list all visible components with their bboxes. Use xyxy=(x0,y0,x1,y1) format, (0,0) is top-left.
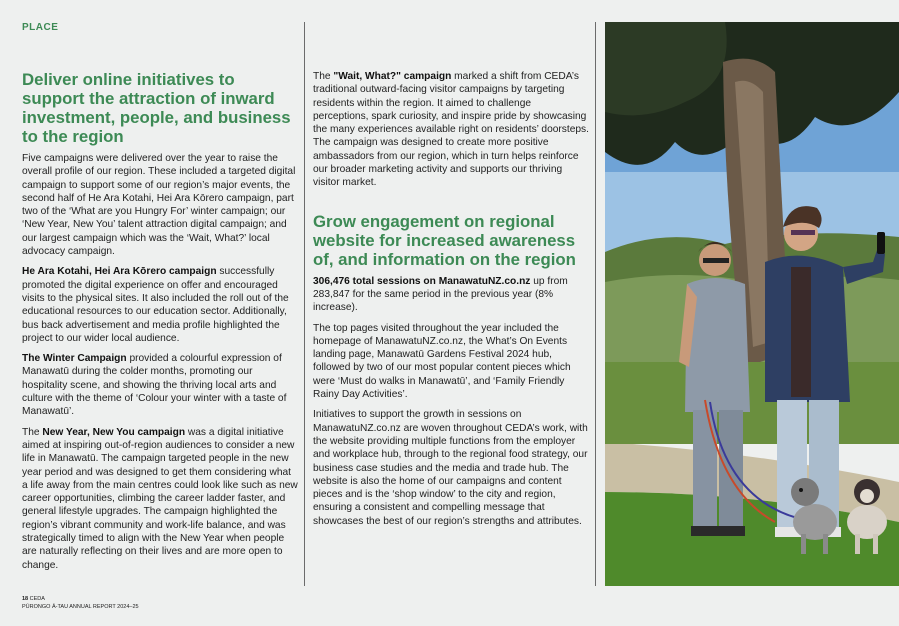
text-new-year-pre: The xyxy=(22,426,43,438)
text-new-year-new-you: was a digital initiative aimed at inspiring out-of-region audiences to consider a new life in Manawatū. The campaign targeted people in the new year period and was designed to get them considering what a life away from the main centres could look like such as new career opportunities, climbing the career ladder faster, and general lifestyle upgrades. The campaign highlighted the region’s vibrant community and work-life balance, and was strategically timed to align with the New Year when people are naturally reflecting on their lives and are more open to change. xyxy=(22,426,298,571)
text-sessions: up from 283,847 for the same period in the previous year (8% increase). xyxy=(313,275,568,314)
text-winter-campaign: provided a colourful expression of Manawatū during the colder months, promoting our hospitality scene, and showing the thriving local arts and culture with the theme of ‘Colour your winter with a taste of Manawatū’. xyxy=(22,353,287,418)
photo-couple-with-dogs xyxy=(605,22,899,586)
paragraph-top-pages: The top pages visited throughout the year included the homepage of ManawatuNZ.co.nz, the What’s On Events landing page, Manawatū Gardens Festival 2024 hub, followed by two of our most popular content pieces which were ‘Must do walks in Manawatū’, and ‘Family Friendly Rainy Day Activities’. xyxy=(313,322,571,401)
heading-grow-engagement: Grow engagement on regional website for increased awareness of, and information on the region xyxy=(313,211,576,269)
bold-sessions: 306,476 total sessions on ManawatuNZ.co.nz xyxy=(313,275,531,287)
bold-new-year-new-you: New Year, New You campaign xyxy=(42,426,186,438)
bold-winter-campaign: The Winter Campaign xyxy=(22,353,127,365)
paragraph-initiatives: Initiatives to support the growth in sessions on ManawatuNZ.co.nz are woven throughout CEDA’s work, with the website providing multiple functions from the employer and workplace hub, through to the regional food strategy, our business case studies and the media and trade hub. The website is also the home of our campaigns and content pieces and is the ‘shop window’ to the city and region, ensuring a consistent and compelling message that showcases the best of our region’s strengths and attributes. xyxy=(313,409,588,527)
section-label: PLACE xyxy=(22,22,59,33)
column-divider-left xyxy=(304,22,305,586)
paragraph-winter-campaign xyxy=(22,352,298,418)
text-he-ara-kotahi: successfully promoted the digital experience on offer and encouraged visits to the physical sites. It also included the roll out of the educational resources to our education sector. Additionally, bus back advertisement and media profile highlighted the project to our wider local audience. xyxy=(22,266,289,344)
paragraph-new-year-new-you xyxy=(22,426,298,572)
footer-report-title: PŪRONGO Ā-TAU ANNUAL REPORT 2024–25 xyxy=(22,604,139,610)
text-wait-what: marked a shift from CEDA’s traditional outward-facing visitor campaigns by targeting residents within the region. It aimed to challenge perceptions, spark curiosity, and inspire pride by showcasing the many experiences available right on residents’ doorsteps. The campaign was designed to create more positive ambassadors from our region, which in turn helps reinforce our broader marketing activity and supports our thriving visitor market. xyxy=(313,71,589,189)
heading-online-initiatives: Deliver online initiatives to support the attraction of inward investment, people, and business to the region xyxy=(22,70,291,146)
middle-column xyxy=(313,70,589,535)
footer-org: CEDA xyxy=(29,596,45,602)
footer-page-info xyxy=(22,595,139,603)
text-wait-what-pre: The xyxy=(313,71,334,82)
bold-he-ara-kotahi: He Ara Kotahi, Hei Ara Kōrero campaign xyxy=(22,266,217,278)
paragraph-sessions xyxy=(313,275,589,315)
paragraph-wait-what xyxy=(313,70,589,190)
paragraph-five-campaigns: Five campaigns were delivered over the year to raise the overall profile of our region. These included a targeted digital campaign to support some of our region’s major events, the second half of He Ara Kotahi, Hei Ara Kōrero campaign, part two of the ‘What are you Hungry For’ winter campaign; our ‘New Year, New You’ talent attraction digital campaign; and our largest campaign which was the ‘Wait, What?’ local advocacy campaign. xyxy=(22,153,296,258)
bold-wait-what: "Wait, What?" campaign xyxy=(333,71,452,82)
footer xyxy=(22,595,139,611)
column-divider-right xyxy=(595,22,596,586)
page-number: 18 xyxy=(22,596,29,602)
left-column xyxy=(22,70,298,579)
paragraph-he-ara-kotahi xyxy=(22,265,298,345)
